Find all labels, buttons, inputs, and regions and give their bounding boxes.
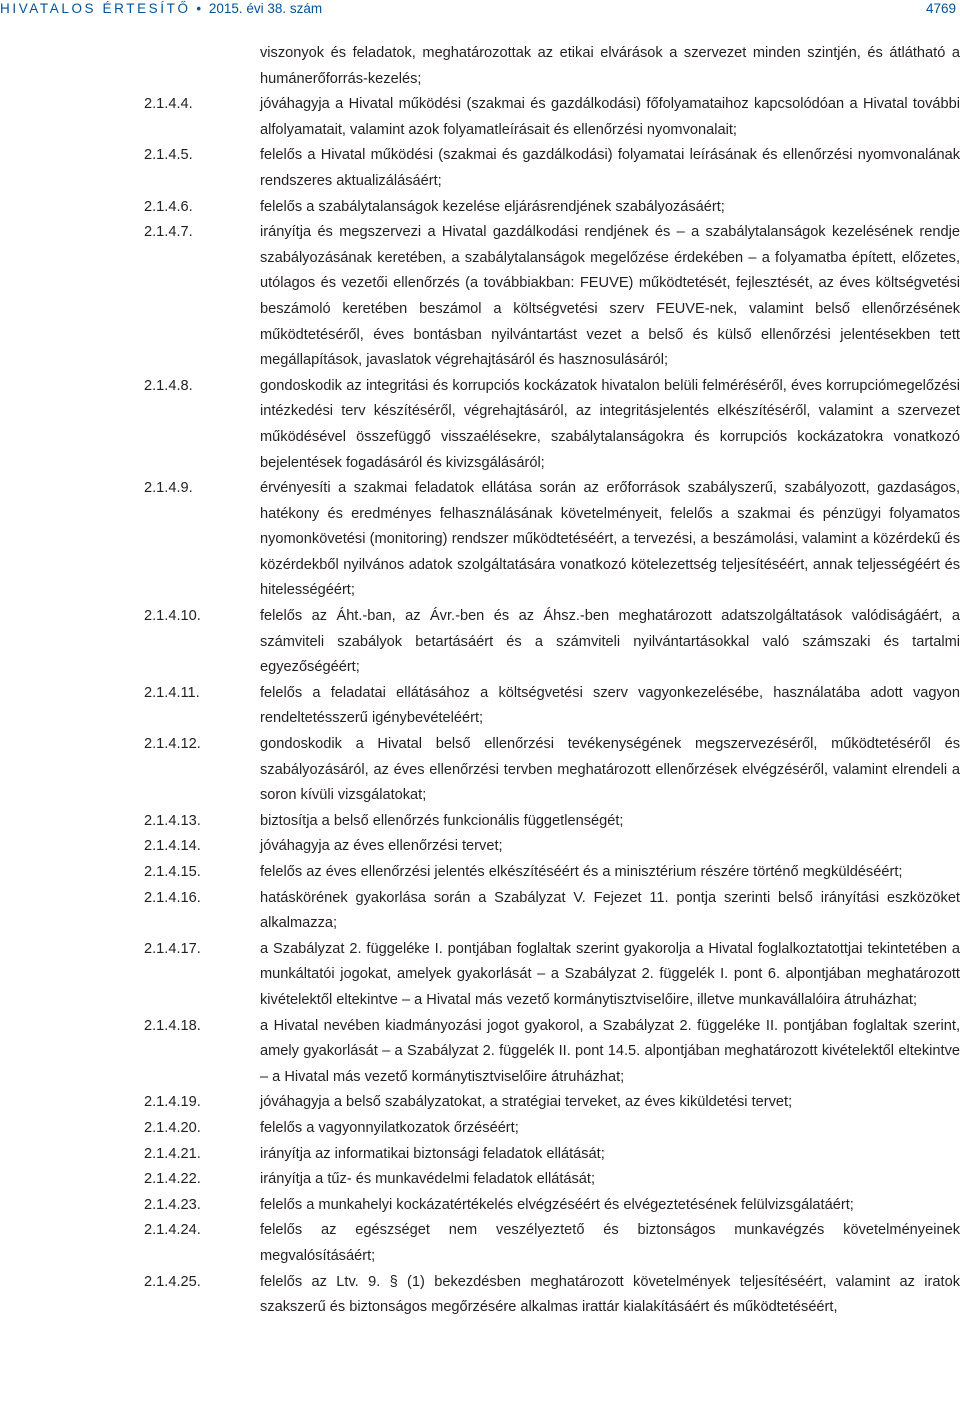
list-item xyxy=(0,1014,960,1091)
item-number: 2.1.4.20. xyxy=(144,1119,201,1136)
item-text: felelős az Ltv. 9. § (1) bekezdésben meghatározott követelmények teljesítéséért, valamint az iratok szakszerű és biztonságos megőrzésére alkalmas irattár kialakításáért és működtetéséért, xyxy=(260,1273,960,1316)
list-item xyxy=(0,143,960,194)
item-text: irányítja az informatikai biztonsági feladatok ellátását; xyxy=(260,1145,605,1162)
list-item xyxy=(0,860,960,886)
item-number: 2.1.4.11. xyxy=(144,684,200,701)
item-text: jóváhagyja a belső szabályzatokat, a stratégiai terveket, az éves kiküldetési tervet; xyxy=(260,1094,793,1111)
item-number: 2.1.4.14. xyxy=(144,838,201,855)
item-number: 2.1.4.12. xyxy=(144,736,201,753)
item-number: 2.1.4.16. xyxy=(144,889,201,906)
item-text: irányítja a tűz- és munkavédelmi feladatok ellátását; xyxy=(260,1171,596,1188)
list-item xyxy=(0,886,960,937)
item-number: 2.1.4.10. xyxy=(144,608,201,625)
item-number: 2.1.4.18. xyxy=(144,1017,201,1034)
item-number: 2.1.4.15. xyxy=(144,864,201,880)
list-item xyxy=(0,834,960,860)
item-text: a Hivatal nevében kiadmányozási jogot gyakorol, a Szabályzat 2. függeléke II. pontjában foglaltak szerint, amely gyakorlását – a Szabályzat 2. függelék II. pont 14.5. alpontjában meghatározott kivételektől eltekintve – a Hivatal más vezető kormánytisztviselőire átruházhat; xyxy=(260,1017,960,1085)
item-number: 2.1.4.4. xyxy=(144,96,193,113)
list-item xyxy=(0,1193,960,1219)
item-text: viszonyok és feladatok, meghatározottak az etikai elvárások a szervezet minden szintjén, és átlátható a humánerőforrás-kezelés; xyxy=(260,45,960,87)
item-number: 2.1.4.25. xyxy=(144,1273,201,1290)
list-item xyxy=(0,604,960,681)
item-number: 2.1.4.23. xyxy=(144,1196,201,1213)
item-text: jóváhagyja az éves ellenőrzési tervet; xyxy=(260,838,503,855)
item-number: 2.1.4.9. xyxy=(144,480,193,497)
issue-label: 2015. évi 38. szám xyxy=(208,1,323,16)
item-text: hatáskörének gyakorlása során a Szabályzat V. Fejezet 11. pontja szerinti belső irányítási eszközöket alkalmazza; xyxy=(260,889,960,932)
item-number: 2.1.4.24. xyxy=(144,1222,201,1239)
list-item xyxy=(0,1218,960,1269)
list-item xyxy=(0,681,960,732)
list-item xyxy=(0,732,960,809)
item-text: gondoskodik a Hivatal belső ellenőrzési tevékenységének megszervezéséről, működtetéséről és szabályozásáról, az éves ellenőrzési tervben meghatározott ellenőrzések elvégzéséről, valamint elrendeli a soron kívüli vizsgálatokat; xyxy=(260,736,960,804)
list-item xyxy=(0,92,960,143)
item-number: 2.1.4.19. xyxy=(144,1094,201,1111)
item-text: felelős a feladatai ellátásához a költségvetési szerv vagyonkezelésébe, használatába adott vagyon rendeltetésszerű igénybevételéért; xyxy=(260,684,960,727)
item-text: felelős a szabálytalanságok kezelése eljárásrendjének szabályozásáért; xyxy=(260,198,725,215)
item-number: 2.1.4.6. xyxy=(144,198,193,215)
item-number: 2.1.4.22. xyxy=(144,1171,201,1188)
item-text: felelős az egészséget nem veszélyeztető és biztonságos munkavégzés követelményeinek megvalósításáért; xyxy=(260,1222,960,1264)
item-text: érvényesíti a szakmai feladatok ellátása során az erőforrások szabályszerű, szabályozott, gazdaságos, hatékony és eredményes felhasználásának követelményeit, felelős a szakmai és pénzügyi folyamatos nyomonkövetési (monitoring) rendszer működtetéséért, a tervezési, a beszámolási, valamint a közérdekű és közérdekből nyilvános adatok szolgáltatására vonatkozó kötelezettség teljesítéséért, annak teljességéért és hitelességéért; xyxy=(260,480,960,599)
journal-header xyxy=(0,0,322,20)
list-item xyxy=(0,1167,960,1193)
item-text: a Szabályzat 2. függeléke I. pontjában foglaltak szerint gyakorolja a Hivatal foglalkoztatottjai tekintetében a munkáltatói jogokat, amelyek gyakorlását – a Szabályzat 2. függelék I. pont 6. alpontjában meghatározott kivételektől eltekintve – a Hivatal más vezető kormánytisztviselőire, illetve munkavállalóira átruházhat; xyxy=(260,940,960,1008)
item-text: felelős az Áht.-ban, az Ávr.-ben és az Áhsz.-ben meghatározott adatszolgáltatások valódiságáért, a számviteli szabályok betartásáért és a számviteli nyilvántartásokkal való számszaki és tartalmi egyezőségéért; xyxy=(260,608,960,676)
list-item xyxy=(0,1270,960,1321)
item-number: 2.1.4.21. xyxy=(144,1145,201,1162)
running-header xyxy=(0,0,960,22)
page-number: 4769 xyxy=(925,1,956,16)
item-text: gondoskodik az integritási és korrupciós kockázatok hivatalon belüli felméréséről, éves korrupciómegelőzési intézkedési terv készítéséről, végrehajtásáról, az integritásjelentés elkészítéséről, valamint a szervezet működésével összefüggő visszaélésekre, szabálytalanságokra és korrupciós kockázatokra vonatkozó bejelentések fogadásáról és kivizsgálásáról; xyxy=(260,377,960,471)
item-text: biztosítja a belső ellenőrzés funkcionális függetlenségét; xyxy=(260,812,624,829)
item-text: felelős az éves ellenőrzési jelentés elkészítéséért és a minisztérium részére történő megküldéséért; xyxy=(260,864,903,880)
list-item xyxy=(0,937,960,1014)
list-item xyxy=(0,1116,960,1142)
item-number: 2.1.4.5. xyxy=(144,147,193,164)
list-item xyxy=(0,809,960,835)
item-number: 2.1.4.8. xyxy=(144,377,193,394)
list-item xyxy=(0,220,960,374)
list-item xyxy=(0,1142,960,1168)
item-number: 2.1.4.7. xyxy=(144,224,193,241)
list-item xyxy=(0,476,960,604)
list-item xyxy=(0,374,960,476)
document-body xyxy=(0,41,960,1321)
header-bullet: • xyxy=(196,1,202,16)
item-number: 2.1.4.13. xyxy=(144,812,201,829)
item-text: felelős a munkahelyi kockázatértékelés elvégzéséért és elvégeztetésének felülvizsgálatáért; xyxy=(260,1196,854,1213)
list-item xyxy=(0,1090,960,1116)
list-item xyxy=(0,195,960,221)
item-number: 2.1.4.17. xyxy=(144,940,201,957)
journal-title: HIVATALOS ÉRTESÍTŐ xyxy=(0,1,191,16)
item-text: jóváhagyja a Hivatal működési (szakmai és gazdálkodási) főfolyamataihoz kapcsolódóan a Hivatal további alfolyamatait, valamint azok folyamatleírásait és ellenőrzési nyomvonalait; xyxy=(260,96,960,138)
list-item xyxy=(0,41,960,92)
item-text: irányítja és megszervezi a Hivatal gazdálkodási rendjének és – a szabálytalanságok kezelésének rendje szabályozásának keretében, a szabálytalanságok megelőzése érdekében – a folyamatba épített, előzetes, utólagos és vezetői ellenőrzés (a továbbiakban: FEUVE) működtetését, fejlesztését, az éves költségvetési beszámoló keretében beszámol a költségvetési szerv FEUVE-nek, valamint belső ellenőrzésének működtetéséről, éves bontásban nyilvántartást vezet a belső és külső ellenőrzési jelentésekben tett megállapítások, javaslatok végrehajtásáról és hasznosulásáról; xyxy=(260,224,960,369)
item-text: felelős a Hivatal működési (szakmai és gazdálkodási) folyamatai leírásának és ellenőrzési nyomvonalának rendszeres aktualizálásáért; xyxy=(260,147,960,189)
item-text: felelős a vagyonnyilatkozatok őrzéséért; xyxy=(260,1119,519,1136)
